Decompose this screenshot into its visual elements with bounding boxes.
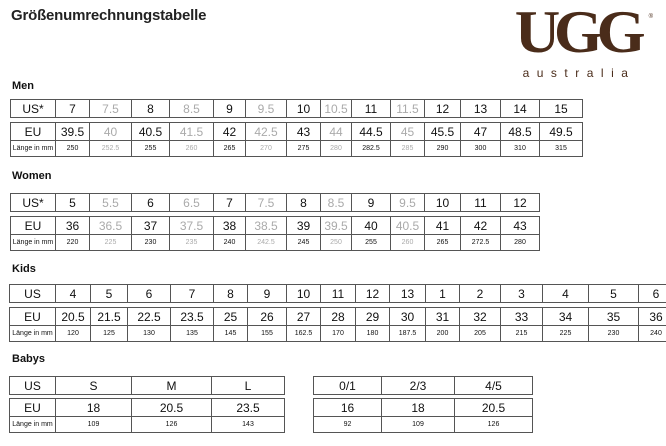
length-cell: 255 [132, 141, 170, 157]
eu-size-cell: 40.5 [391, 217, 425, 235]
us-size-cell: 12 [425, 100, 461, 118]
us-size-cell: 9 [214, 100, 246, 118]
length-cell: 109 [382, 417, 455, 433]
eu-size-cell: 42 [214, 123, 246, 141]
us-size-cell: 12 [501, 194, 540, 212]
us-row [10, 285, 666, 303]
eu-size-cell: 37.5 [170, 217, 214, 235]
eu-header: EU [11, 123, 56, 141]
length-cell: 275 [287, 141, 321, 157]
us-size-cell: 11 [352, 100, 391, 118]
eu-header: EU [10, 308, 56, 326]
eu-size-cell: 34 [543, 308, 589, 326]
us-size-cell: 8 [132, 100, 170, 118]
length-cell: 270 [246, 141, 287, 157]
us-size-cell: 7.5 [90, 100, 132, 118]
us-size-cell: 6 [639, 285, 666, 303]
eu-size-cell: 38 [214, 217, 246, 235]
eu-size-cell: 38.5 [246, 217, 287, 235]
length-cell: 242.5 [246, 235, 287, 251]
eu-size-cell: 41.5 [170, 123, 214, 141]
length-cell: 200 [426, 326, 460, 342]
length-cell: 240 [214, 235, 246, 251]
eu-header: EU [10, 399, 56, 417]
length-cell: 180 [356, 326, 390, 342]
length-cell: 145 [214, 326, 248, 342]
length-cell: 187.5 [390, 326, 426, 342]
kids-eu-table [9, 307, 666, 342]
us-size-cell: 7.5 [246, 194, 287, 212]
us-size-cell: 0/1 [314, 377, 382, 395]
us-row [10, 377, 285, 395]
us-header: US [10, 285, 56, 303]
eu-size-cell: 18 [56, 399, 132, 417]
length-cell: 126 [132, 417, 212, 433]
eu-size-cell: 39 [287, 217, 321, 235]
eu-size-cell: 23.5 [171, 308, 214, 326]
us-size-cell: 6 [132, 194, 170, 212]
us-size-cell: 9.5 [391, 194, 425, 212]
us-size-cell: 8.5 [321, 194, 352, 212]
us-size-cell: 2 [460, 285, 501, 303]
us-size-cell: 8.5 [170, 100, 214, 118]
us-size-cell: 6 [128, 285, 171, 303]
eu-row [10, 399, 285, 417]
us-size-cell: S [56, 377, 132, 395]
length-cell: 260 [170, 141, 214, 157]
eu-size-cell: 39.5 [56, 123, 90, 141]
eu-size-cell: 32 [460, 308, 501, 326]
eu-size-cell: 40 [90, 123, 132, 141]
us-size-cell: 11 [321, 285, 356, 303]
eu-size-cell: 26 [248, 308, 287, 326]
length-cell: 282.5 [352, 141, 391, 157]
length-header: Länge in mm [11, 141, 56, 157]
length-row [11, 141, 583, 157]
eu-row [314, 399, 533, 417]
eu-size-cell: 18 [382, 399, 455, 417]
length-cell: 280 [321, 141, 352, 157]
eu-row [11, 123, 583, 141]
us-row [11, 194, 540, 212]
length-cell: 170 [321, 326, 356, 342]
us-size-cell: 10 [287, 285, 321, 303]
eu-size-cell: 47 [461, 123, 501, 141]
us-size-cell: 4 [543, 285, 589, 303]
women-us-table [10, 193, 540, 212]
us-header: US* [11, 100, 56, 118]
length-row [314, 417, 533, 433]
eu-size-cell: 21.5 [91, 308, 128, 326]
us-size-cell: 13 [461, 100, 501, 118]
eu-size-cell: 20.5 [455, 399, 533, 417]
eu-size-cell: 28 [321, 308, 356, 326]
eu-size-cell: 31 [426, 308, 460, 326]
length-cell: 126 [455, 417, 533, 433]
eu-size-cell: 42 [461, 217, 501, 235]
eu-size-cell: 41 [425, 217, 461, 235]
eu-size-cell: 33 [501, 308, 543, 326]
eu-size-cell: 43 [501, 217, 540, 235]
length-cell: 265 [214, 141, 246, 157]
page-title: Größenumrechnungstabelle [11, 7, 207, 24]
us-size-cell: 2/3 [382, 377, 455, 395]
men-eu-table [10, 122, 583, 157]
length-cell: 315 [540, 141, 583, 157]
length-cell: 280 [501, 235, 540, 251]
us-size-cell: 3 [501, 285, 543, 303]
eu-size-cell: 20.5 [132, 399, 212, 417]
babys2-us-table [313, 376, 533, 395]
length-cell: 245 [287, 235, 321, 251]
length-cell: 290 [425, 141, 461, 157]
us-size-cell: 5 [589, 285, 639, 303]
us-size-cell: 8 [287, 194, 321, 212]
length-header: Länge in mm [10, 417, 56, 433]
us-size-cell: 7 [171, 285, 214, 303]
eu-size-cell: 42.5 [246, 123, 287, 141]
length-cell: 260 [391, 235, 425, 251]
eu-size-cell: 44.5 [352, 123, 391, 141]
length-cell: 125 [91, 326, 128, 342]
length-header: Länge in mm [10, 326, 56, 342]
women-eu-table [10, 216, 540, 251]
us-size-cell: 15 [540, 100, 583, 118]
men-us-table [10, 99, 583, 118]
us-size-cell: 8 [214, 285, 248, 303]
eu-size-cell: 35 [589, 308, 639, 326]
length-cell: 250 [321, 235, 352, 251]
length-cell: 92 [314, 417, 382, 433]
us-header: US [10, 377, 56, 395]
eu-size-cell: 49.5 [540, 123, 583, 141]
us-size-cell: 12 [356, 285, 390, 303]
us-size-cell: 6.5 [170, 194, 214, 212]
babys-us-table [9, 376, 285, 395]
length-cell: 155 [248, 326, 287, 342]
length-cell: 143 [212, 417, 285, 433]
us-size-cell: 11.5 [391, 100, 425, 118]
us-size-cell: 5 [91, 285, 128, 303]
length-cell: 250 [56, 141, 90, 157]
length-row [11, 235, 540, 251]
ugg-logo [497, 0, 657, 82]
eu-size-cell: 16 [314, 399, 382, 417]
length-cell: 225 [543, 326, 589, 342]
us-header: US* [11, 194, 56, 212]
eu-size-cell: 45.5 [425, 123, 461, 141]
length-cell: 300 [461, 141, 501, 157]
eu-size-cell: 40 [352, 217, 391, 235]
section-label-kids: Kids [12, 263, 36, 275]
eu-size-cell: 45 [391, 123, 425, 141]
eu-size-cell: 29 [356, 308, 390, 326]
eu-size-cell: 27 [287, 308, 321, 326]
length-cell: 230 [589, 326, 639, 342]
eu-header: EU [11, 217, 56, 235]
length-header: Länge in mm [11, 235, 56, 251]
length-cell: 130 [128, 326, 171, 342]
length-cell: 162.5 [287, 326, 321, 342]
logo-brand: UGG [514, 0, 640, 65]
registered-mark: ® [648, 14, 653, 20]
eu-size-cell: 22.5 [128, 308, 171, 326]
us-size-cell: 10.5 [321, 100, 352, 118]
us-size-cell: 7 [56, 100, 90, 118]
us-size-cell: 14 [501, 100, 540, 118]
eu-size-cell: 20.5 [56, 308, 91, 326]
kids-us-table [9, 284, 666, 303]
length-cell: 205 [460, 326, 501, 342]
length-cell: 252.5 [90, 141, 132, 157]
eu-row [10, 308, 666, 326]
eu-size-cell: 40.5 [132, 123, 170, 141]
us-size-cell: 11 [461, 194, 501, 212]
us-size-cell: 9 [248, 285, 287, 303]
eu-size-cell: 25 [214, 308, 248, 326]
us-row [11, 100, 583, 118]
us-size-cell: M [132, 377, 212, 395]
us-size-cell: 10 [425, 194, 461, 212]
length-cell: 240 [639, 326, 666, 342]
us-size-cell: L [212, 377, 285, 395]
us-size-cell: 5 [56, 194, 90, 212]
eu-row [11, 217, 540, 235]
eu-size-cell: 30 [390, 308, 426, 326]
us-size-cell: 9 [352, 194, 391, 212]
us-size-cell: 13 [390, 285, 426, 303]
us-size-cell: 4/5 [455, 377, 533, 395]
eu-size-cell: 39.5 [321, 217, 352, 235]
us-size-cell: 10 [287, 100, 321, 118]
length-cell: 135 [171, 326, 214, 342]
eu-size-cell: 23.5 [212, 399, 285, 417]
babys-eu-table [9, 398, 285, 433]
us-size-cell: 4 [56, 285, 91, 303]
babys2-eu-table [313, 398, 533, 433]
eu-size-cell: 48.5 [501, 123, 540, 141]
us-size-cell: 5.5 [90, 194, 132, 212]
length-cell: 220 [56, 235, 90, 251]
logo-subtitle: australia [522, 66, 636, 80]
length-cell: 109 [56, 417, 132, 433]
length-cell: 310 [501, 141, 540, 157]
section-label-babys: Babys [12, 353, 46, 365]
length-cell: 255 [352, 235, 391, 251]
length-cell: 265 [425, 235, 461, 251]
length-cell: 120 [56, 326, 91, 342]
length-cell: 225 [90, 235, 132, 251]
section-label-men: Men [12, 80, 34, 92]
section-label-women: Women [12, 170, 52, 182]
length-cell: 272.5 [461, 235, 501, 251]
length-cell: 235 [170, 235, 214, 251]
eu-size-cell: 37 [132, 217, 170, 235]
length-cell: 215 [501, 326, 543, 342]
eu-size-cell: 36.5 [90, 217, 132, 235]
us-size-cell: 7 [214, 194, 246, 212]
length-row [10, 417, 285, 433]
eu-size-cell: 44 [321, 123, 352, 141]
length-cell: 285 [391, 141, 425, 157]
eu-size-cell: 43 [287, 123, 321, 141]
eu-size-cell: 36 [56, 217, 90, 235]
length-cell: 230 [132, 235, 170, 251]
us-size-cell: 1 [426, 285, 460, 303]
us-row [314, 377, 533, 395]
length-row [10, 326, 666, 342]
us-size-cell: 9.5 [246, 100, 287, 118]
eu-size-cell: 36 [639, 308, 666, 326]
